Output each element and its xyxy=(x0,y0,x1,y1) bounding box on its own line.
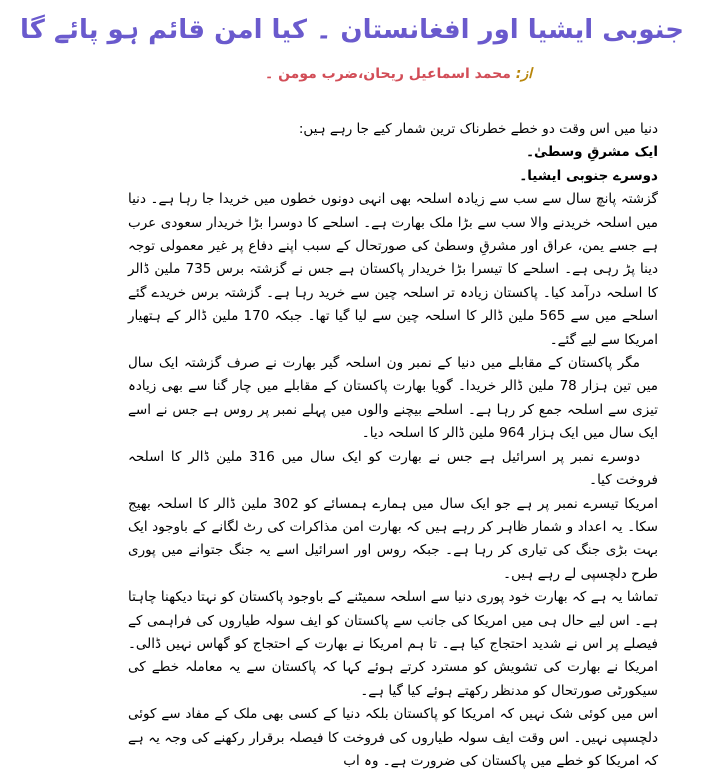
list-item: ایک مشرقِ وسطیٰ۔ xyxy=(526,144,658,161)
paragraph: گزشتہ پانچ سال سے سب سے زیادہ اسلحہ بھی انہی دونوں خطوں میں خریدا جا رہا ہے۔ دنیا میں اسلحہ خریدنے والا سب سے بڑا ملک بھارت ہے۔ اسلحے کا دوسرا بڑا خریدار سعودی عرب ہے جسے یمن، عراق اور مشرقِ وسطیٰ کی صورتحال کے سبب اپنے دفاع پر غیر معمولی توجہ دینا پڑ رہی ہے۔ اسلحے کا تیسرا بڑا خریدار پاکستان ہے جس نے گزشتہ برس 735 ملین ڈالر کا اسلحہ درآمد کیا۔ پاکستان زیادہ تر اسلحہ چین سے خرید رہا ہے۔ گزشتہ برس خریدے گئے اسلحے میں سے 565 ملین ڈالر کا اسلحہ چین سے لیا گیا تھا۔ جبکہ 170 ملین ڈالر کے ہتھیار امریکا سے لیے گئے۔ xyxy=(128,191,658,348)
paragraph: تماشا یہ ہے کہ بھارت خود پوری دنیا سے اسلحہ سمیٹنے کے باوجود پاکستان کو نہتا دیکھنا چاہتا ہے۔ اس لیے حال ہی میں امریکا کی جانب سے پاکستان کو ایف سولہ طیاروں کی فراہمی کے فیصلے پر اس نے شدید احتجاج کیا ہے۔ تا ہم امریکا نے بھارت کے احتجاج کو گھاس نہیں ڈالی۔ امریکا نے بھارت کی تشویش کو مسترد کرتے ہوئے کہا کہ پاکستان سے یہ معاملہ خطے کی سیکورٹی صورتحال کو مدنظر رکھتے ہوئے کیا گیا ہے۔ xyxy=(128,589,658,699)
article-byline xyxy=(265,66,532,82)
article-title: جنوبی ایشیا اور افغانستان ۔ کیا امن قائم ہو پائے گا xyxy=(20,15,684,45)
paragraph: اس میں کوئی شک نہیں کہ امریکا کو پاکستان بلکہ دنیا کے کسی بھی ملک کے مفاد سے کوئی دلچسپی نہیں۔ اس وقت ایف سولہ طیاروں کی فروخت کا فیصلہ برقرار رکھنے کی وجہ یہ ہے کہ امریکا کو خطے میں پاکستان کی ضرورت ہے۔ وہ اب xyxy=(128,706,658,769)
paragraph: مگر پاکستان کے مقابلے میں دنیا کے نمبر ون اسلحہ گیر بھارت نے صرف گزشتہ ایک سال میں تین ہزار 78 ملین ڈالر خریدا۔ گویا بھارت پاکستان کے مقابلے میں چار گنا سے بھی زیادہ تیزی سے اسلحہ جمع کر رہا ہے۔ اسلحے بیچنے والوں میں پہلے نمبر پر روس ہے جس نے اسے ایک سال میں ایک ہزار 964 ملین ڈالر کا اسلحہ دیا۔ xyxy=(128,355,658,442)
paragraph-intro: دنیا میں اس وقت دو خطے خطرناک ترین شمار کیے جا رہے ہیں: xyxy=(298,121,658,137)
paragraph: امریکا تیسرے نمبر پر ہے جو ایک سال میں ہمارے ہمسائے کو 302 ملین ڈالر کا اسلحہ بھیج سکا۔ یہ اعداد و شمار ظاہر کر رہے ہیں کہ بھارت امن مذاکرات کی رٹ لگانے کے باوجود ایک بہت بڑی جنگ کی تیاری کر رہا ہے۔ جبکہ روس اور اسرائیل اسے یہ جنگ جتوانے میں پوری طرح دلچسپی لے رہے ہیں۔ xyxy=(128,495,658,582)
article-body xyxy=(128,118,658,773)
paragraph: دوسرے نمبر پر اسرائیل ہے جس نے بھارت کو ایک سال میں 316 ملین ڈالر کا اسلحہ فروخت کیا۔ xyxy=(128,448,658,489)
byline-label: از: xyxy=(515,66,532,82)
byline-author: محمد اسماعیل ریحان،ضرب مومن ۔ xyxy=(265,66,511,82)
list-item: دوسرے جنوبی ایشیا۔ xyxy=(519,167,658,184)
